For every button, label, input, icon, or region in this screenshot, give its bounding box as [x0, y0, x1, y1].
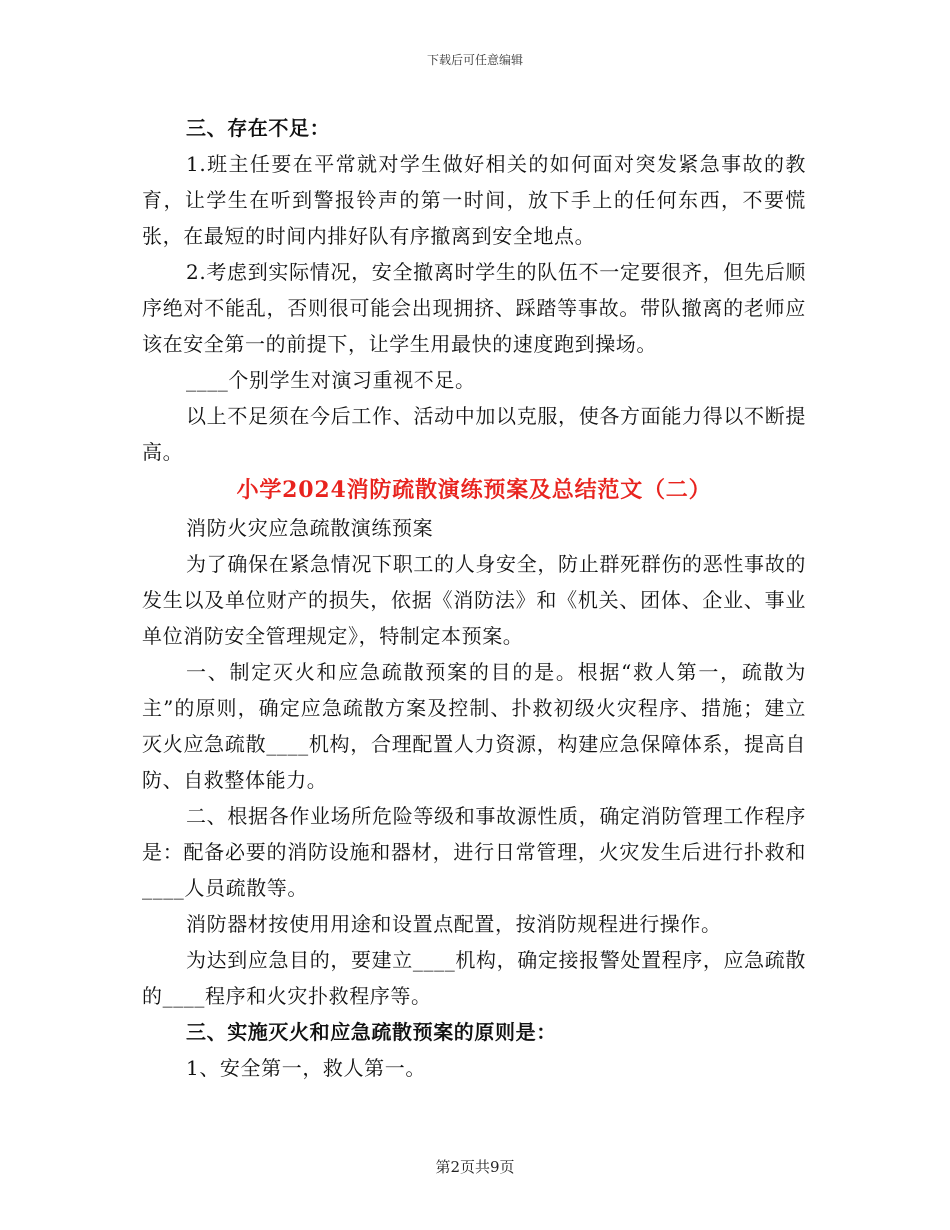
section-subtitle: 消防火灾应急疏散演练预案 [186, 516, 434, 540]
paragraph-shortcoming-2: 2.考虑到实际情况，安全撤离时学生的队伍不一定要很齐，但先后顺序绝对不能乱，否则很可能会出现拥挤、踩踏等事故。带队撤离的老师应该在安全第一的前提下，让学生用最快的速度跑到操场。 [142, 260, 806, 356]
list-item-principle-1: 1、安全第一，救人第一。 [186, 1056, 426, 1080]
paragraph-conclusion: 以上不足须在今后工作、活动中加以克服，使各方面能力得以不断提高。 [142, 404, 806, 464]
paragraph-purpose-intro: 为了确保在紧急情况下职工的人身安全，防止群死群伤的恶性事故的发生以及单位财产的损失，依据《消防法》和《机关、团体、企业、事业单位消防安全管理规定》，特制定本预案。 [142, 552, 806, 648]
paragraph-equipment: 消防器材按使用用途和设置点配置，按消防规程进行操作。 [186, 912, 722, 936]
page-footer: 第2页共9页 [435, 1158, 515, 1176]
paragraph-shortcoming-3: ____个别学生对演习重视不足。 [186, 368, 476, 392]
document-body [142, 110, 806, 1086]
paragraph-plan-goal: 一、制定灭火和应急疏散预案的目的是。根据“救人第一，疏散为主”的原则，确定应急疏散方案及控制、扑救初级火灾程序、措施；建立灭火应急疏散____机构，合理配置人力资源，构建应急保障体系，提高自防、自救整体能力。 [142, 660, 806, 792]
heading-principles: 三、实施灭火和应急疏散预案的原则是： [186, 1020, 557, 1044]
paragraph-procedure: 二、根据各作业场所危险等级和事故源性质，确定消防管理工作程序是：配备必要的消防设施和器材，进行日常管理，火灾发生后进行扑救和____人员疏散等。 [142, 804, 806, 900]
page-header: 下载后可任意编辑 [426, 53, 523, 67]
paragraph-organization: 为达到应急目的，要建立____机构，确定接报警处置程序，应急疏散的____程序和火灾扑救程序等。 [142, 948, 806, 1008]
paragraph-shortcoming-1: 1.班主任要在平常就对学生做好相关的如何面对突发紧急事故的教育，让学生在听到警报铃声的第一时间，放下手上的任何东西，不要慌张，在最短的时间内排好队有序撤离到安全地点。 [142, 152, 806, 248]
heading-shortcomings: 三、存在不足： [186, 116, 331, 140]
section-title: 小学2024消防疏散演练预案及总结范文（二） [236, 477, 712, 503]
